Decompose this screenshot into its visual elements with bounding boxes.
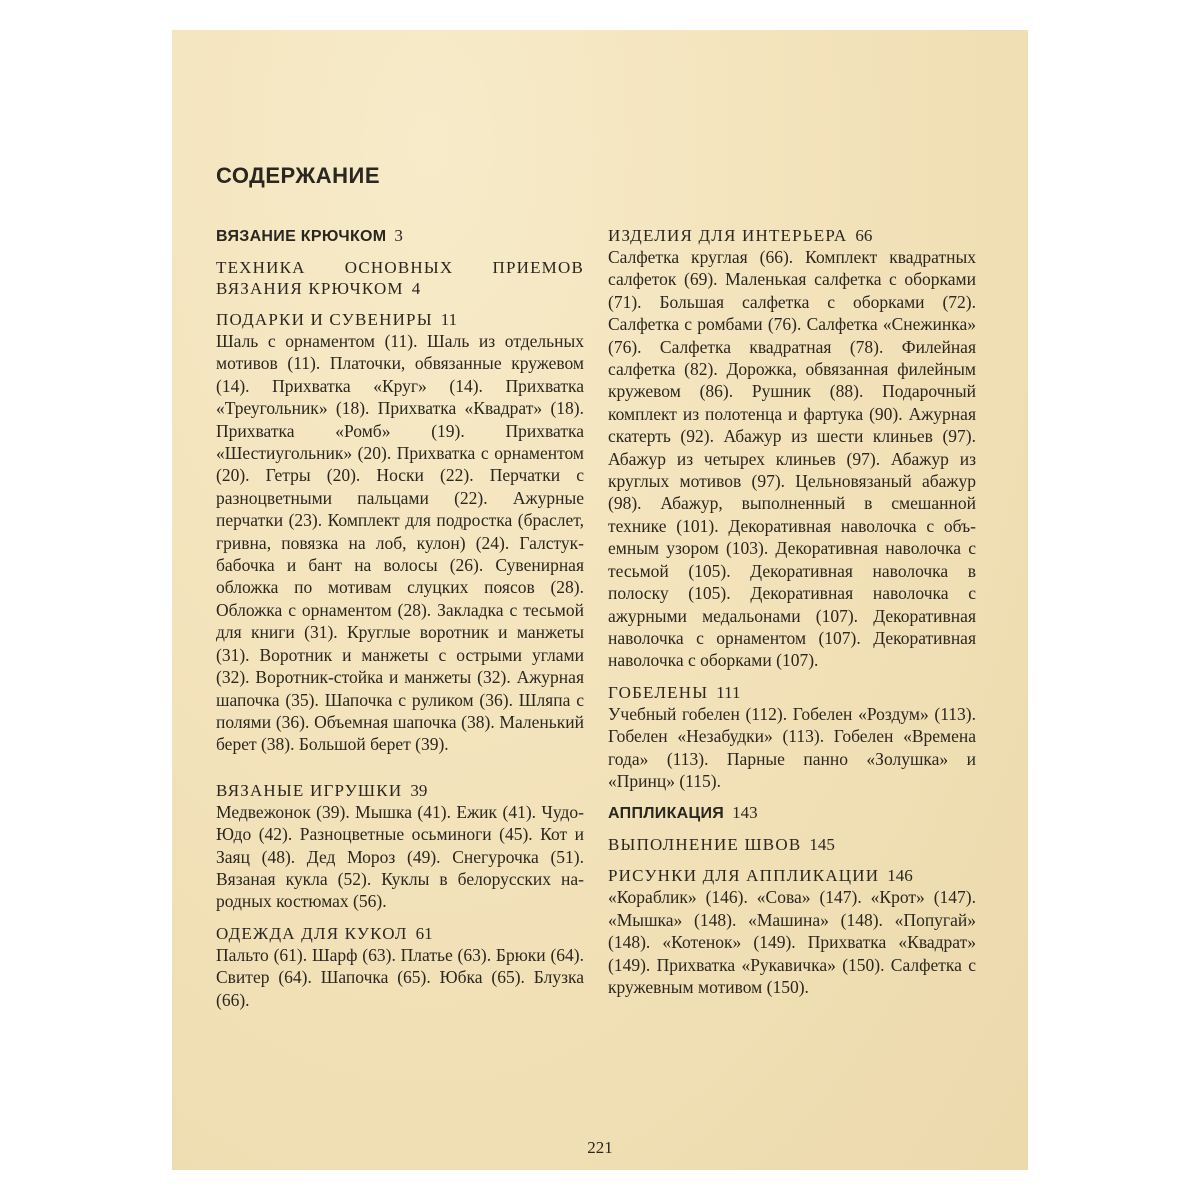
toc-section [216,257,584,299]
toc-section [216,309,584,756]
section-page-number: 61 [415,923,433,943]
section-heading [216,923,584,944]
section-page-number: 111 [716,682,741,702]
toc-section [216,923,584,1011]
section-page-number: 143 [732,803,758,823]
toc-section [216,225,584,247]
section-heading [608,802,976,824]
section-heading [608,865,976,886]
toc-left-column [216,225,584,1021]
toc-section [608,682,976,793]
section-page-number: 146 [887,866,913,886]
page-number: 221 [587,1138,613,1157]
section-heading [608,225,976,246]
section-entries: Шаль с орнаментом (11). Шаль из отдельных мотивов (11). Платочки, обвязанные кружевом (14). Прихватка «Круг» (14). Прихватка «Треугольник» (18). Прихватка «Квадрат» (18). Прихватка «Ромб» (19). Прихватка «Шестиугольник» (20). Прихватка с орнаментом (20). Гетры (20). Носки (22). Перчатки с разноцветными пальцами (22). Ажурные перчатки (23). Комплект для подростка (браслет, гривна, повязка на лоб, кулон) (24). Галстук-бабочка и бант на волосы (26). Сувенирная обложка по мотивам слуцких поясов (28). Обложка с орнаментом (28). Закладка с тесьмой для книги (31). Круглые воротник и манжеты (31). Воротник и манжеты с острыми углами (32). Воротник-стойка и манжеты (32). Ажурная шапочка (35). Шапочка с руликом (36). Шляпа с полями (36). Объемная шапочка (38). Маленький берет (38). Большой берет (39). [216,331,584,755]
section-title: ПОДАРКИ И СУВЕНИРЫ [216,310,433,329]
toc-section [608,802,976,824]
section-heading [216,780,584,801]
section-heading [608,834,976,855]
section-entries: Салфетка круглая (66). Комплект квадратных салфеток (69). Маленькая салфетка с оборками (71). Большая салфетка с оборками (72). Салфетка с ромбами (76). Салфетка «Снежинка» (76). Салфетка квадратная (78). Филейная салфетка (82). Дорожка, обвязанная филейным кружевом (86). Рушник (88). Подарочный комплект из полотенца и фартука (90). Ажурная скатерть (92). Абажур из шести клиньев (97). Абажур из четырех клиньев (97). Абажур из круглых мотивов (97). Цельновязаный абажур (98). Абажур, выполненный в смешанной технике (101). Декоративная наволочка с объемным узором (103). Декоративная наволочка с тесьмой (105). Декоративная наволочка в полоску (105). Декоративная наволочка с ажурными медальонами (107). Декоративная наволочка с орнаментом (107). Декоративная наволочка с оборками (107). [608,247,976,671]
section-page-number: 39 [410,780,428,800]
toc-section [608,834,976,855]
section-entries: Медвежонок (39). Мышка (41). Ежик (41). Чудо-Юдо (42). Разноцветные осьминоги (45). Кот и Заяц (48). Дед Мороз (49). Снегурочка (51). Вязаная кукла (52). Куклы в белорусских народных костюмах (56). [216,801,584,912]
toc-right-column [608,225,976,1008]
section-title: ВЯЗАНЫЕ ИГРУШКИ [216,780,403,800]
section-heading [216,309,584,330]
section-page-number: 11 [440,310,458,329]
section-entries: Пальто (61). Шарф (63). Платье (63). Брюки (64). Свитер (64). Шапочка (65). Юбка (65). Блузка (66). [216,944,584,1010]
toc-section [216,780,584,913]
section-entries: «Кораблик» (146). «Сова» (147). «Крот» (147). «Мышка» (148). «Машина» (148). «Попугай» (148). «Котенок» (149). Прихватка «Квадрат» (149). Прихватка «Рукавичка» (150). Салфетка с кружевным мотивом (150). [608,887,976,997]
section-title: ВЯЗАНИЕ КРЮЧКОМ [216,228,387,245]
section-title: ТЕХНИКА ОСНОВНЫХ ПРИЕМОВ ВЯЗАНИЯ КРЮЧКОМ [216,258,584,298]
section-heading [216,225,584,247]
section-entries: Учебный гобелен (112). Гобелен «Роздум» (113). Гобелен «Незабудки» (113). Гобелен «Времена года» (113). Парные панно «Золушка» и «Принц» (115). [608,703,976,791]
section-page-number: 4 [411,279,421,298]
section-page-number: 3 [394,226,403,245]
section-title: ГОБЕЛЕНЫ [608,682,709,702]
section-heading [216,257,584,299]
toc-section [608,225,976,672]
section-title: ОДЕЖДА ДЛЯ КУКОЛ [216,923,408,943]
page-title: СОДЕРЖАНИЕ [216,163,381,188]
section-title: ИЗДЕЛИЯ ДЛЯ ИНТЕРЬЕРА [608,226,848,245]
section-heading [608,682,976,703]
book-page [172,30,1028,1170]
section-title: РИСУНКИ ДЛЯ АППЛИКАЦИИ [608,866,880,886]
section-page-number: 145 [809,835,835,855]
section-page-number: 66 [855,226,873,245]
section-title: ВЫПОЛНЕНИЕ ШВОВ [608,835,802,855]
section-title: АППЛИКАЦИЯ [608,805,725,823]
toc-section [608,865,976,998]
